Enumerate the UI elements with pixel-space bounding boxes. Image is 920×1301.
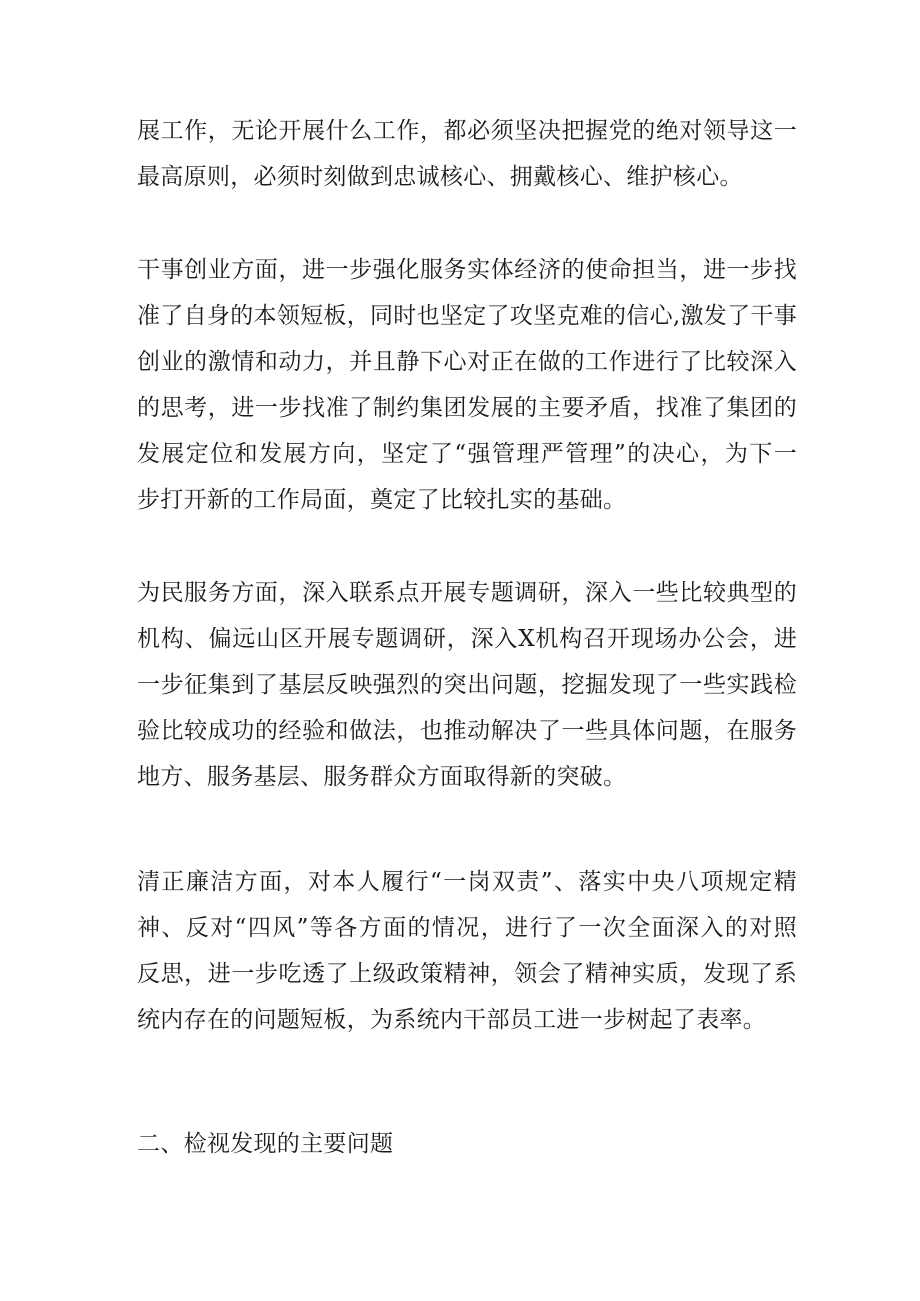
text-line: 的思考，进一步找准了制约集团发展的主要矛盾，找准了集团的 xyxy=(137,395,797,421)
text-line: 机构、偏远山区开展专题调研，深入X机构召开现场办公会，进 xyxy=(137,626,797,652)
text-line: 发展定位和发展方向，坚定了“强管理严管理”的决心，为下一 xyxy=(137,441,797,467)
text-line: 干事创业方面，进一步强化服务实体经济的使命担当，进一步找 xyxy=(137,257,797,283)
text-line: 神、反对“四风”等各方面的情况，进行了一次全面深入的对照 xyxy=(137,915,797,941)
text-line: 清正廉洁方面，对本人履行“一岗双责”、落实中央八项规定精 xyxy=(137,869,797,895)
section-heading xyxy=(137,1121,797,1167)
text-line: 统内存在的问题短板，为系统内干部员工进一步树起了表率。 xyxy=(137,1007,767,1033)
section-heading-text: 二、检视发现的主要问题 xyxy=(137,1131,394,1157)
text-line: 步打开新的工作局面，奠定了比较扎实的基础。 xyxy=(137,487,627,513)
text-line: 为民服务方面，深入联系点开展专题调研，深入一些比较典型的 xyxy=(137,580,797,606)
paragraph-integrity xyxy=(137,859,797,1043)
text-line: 反思，进一步吃透了上级政策精神，领会了精神实质，发现了系 xyxy=(137,961,797,987)
text-line: 最高原则，必须时刻做到忠诚核心、拥戴核心、维护核心。 xyxy=(137,164,743,190)
text-line: 验比较成功的经验和做法，也推动解决了一些具体问题，在服务 xyxy=(137,718,797,744)
text-line: 创业的激情和动力，并且静下心对正在做的工作进行了比较深入 xyxy=(137,349,797,375)
text-line: 地方、服务基层、服务群众方面取得新的突破。 xyxy=(137,764,627,790)
paragraph-principle xyxy=(137,108,797,200)
paragraph-public-service xyxy=(137,570,797,800)
paragraph-entrepreneurship xyxy=(137,247,797,523)
text-line: 一步征集到了基层反映强烈的突出问题，挖掘发现了一些实践检 xyxy=(137,672,797,698)
text-line: 展工作，无论开展什么工作，都必须坚决把握党的绝对领导这一 xyxy=(137,118,797,144)
text-line: 准了自身的本领短板，同时也坚定了攻坚克难的信心,激发了干事 xyxy=(137,303,798,329)
